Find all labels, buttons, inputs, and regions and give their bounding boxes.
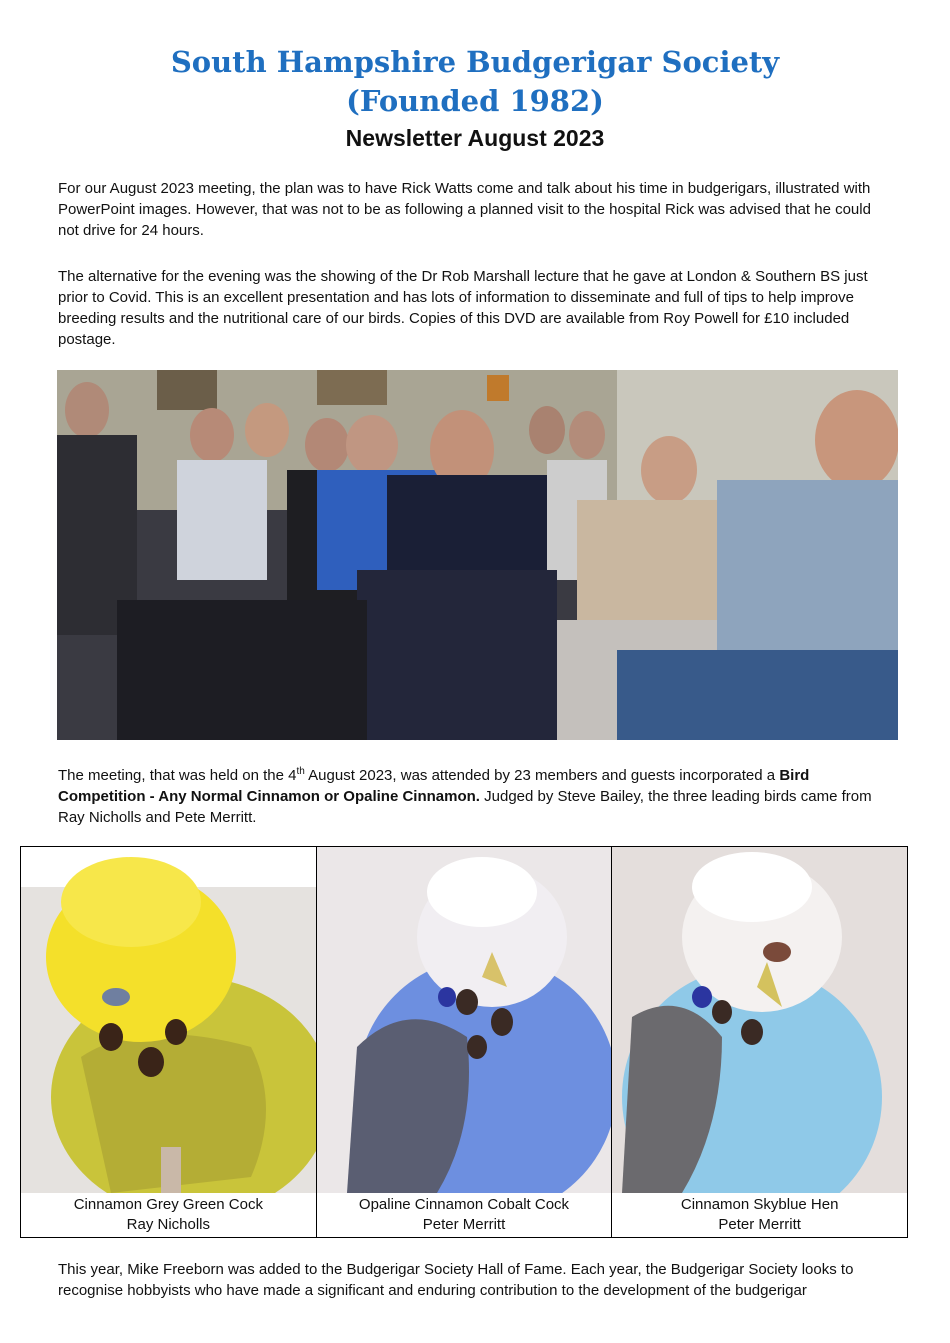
hall-of-fame-paragraph: This year, Mike Freeborn was added to the Budgerigar Society Hall of Fame. Each year, the Budgerigar Society looks to recognise hobbyists who have made a significant and enduring contribution to the development of the budgerigar [58,1261,854,1299]
bird-cell [612,847,908,1238]
bird-photo [21,847,316,1193]
intro-paragraph: For our August 2023 meeting, the plan was to have Rick Watts come and talk about his time in budgerigars, illustrated with PowerPoint images. However, that was not to be as following a planned visit to the hospital Rick was advised that he could not drive for 24 hours. [58,180,871,239]
bird-cell [21,847,317,1238]
bird-variety: Opaline Cinnamon Cobalt Cock [358,1196,570,1213]
founded-line: (Founded 1982) [346,84,604,118]
bird-photo [317,847,612,1193]
bird-caption [21,1193,316,1237]
bird-variety: Cinnamon Skyblue Hen [680,1196,839,1213]
competition-paragraph [58,761,894,828]
winning-birds-table [20,846,908,1238]
bird-owner: Peter Merritt [718,1216,801,1233]
bird-owner: Peter Merritt [422,1216,506,1233]
competition-text-b: August 2023, was attended by 23 members and guests incorporated a [304,767,780,784]
competition-name: Bird Competition - Any Normal Cinnamon or Opaline Cinnamon. [58,767,810,805]
bird-variety: Cinnamon Grey Green Cock [73,1196,263,1213]
competition-text-a: The meeting, that was held on the 4 [58,767,297,784]
newsletter-title: Newsletter August 2023 [345,125,605,151]
bird-caption [612,1193,907,1237]
competition-text-c: Judged by Steve Bailey, the three leading birds came from Ray Nicholls and Pete Merritt. [58,788,872,826]
bird-cell [316,847,612,1238]
meeting-audience-photo [57,370,898,740]
bird-caption [317,1193,612,1237]
bird-photo [612,847,907,1193]
bird-owner: Ray Nicholls [126,1216,210,1233]
ordinal-suffix: th [296,766,305,777]
lecture-paragraph: The alternative for the evening was the showing of the Dr Rob Marshall lecture that he gave at London & Southern BS just prior to Covid. This is an excellent presentation and has lots of information to disseminate and full of tips to help improve breeding results and the nutritional care of our birds. Copies of this DVD are available from Roy Powell for £10 included postage. [58,268,868,348]
society-title: South Hampshire Budgerigar Society [170,45,780,79]
